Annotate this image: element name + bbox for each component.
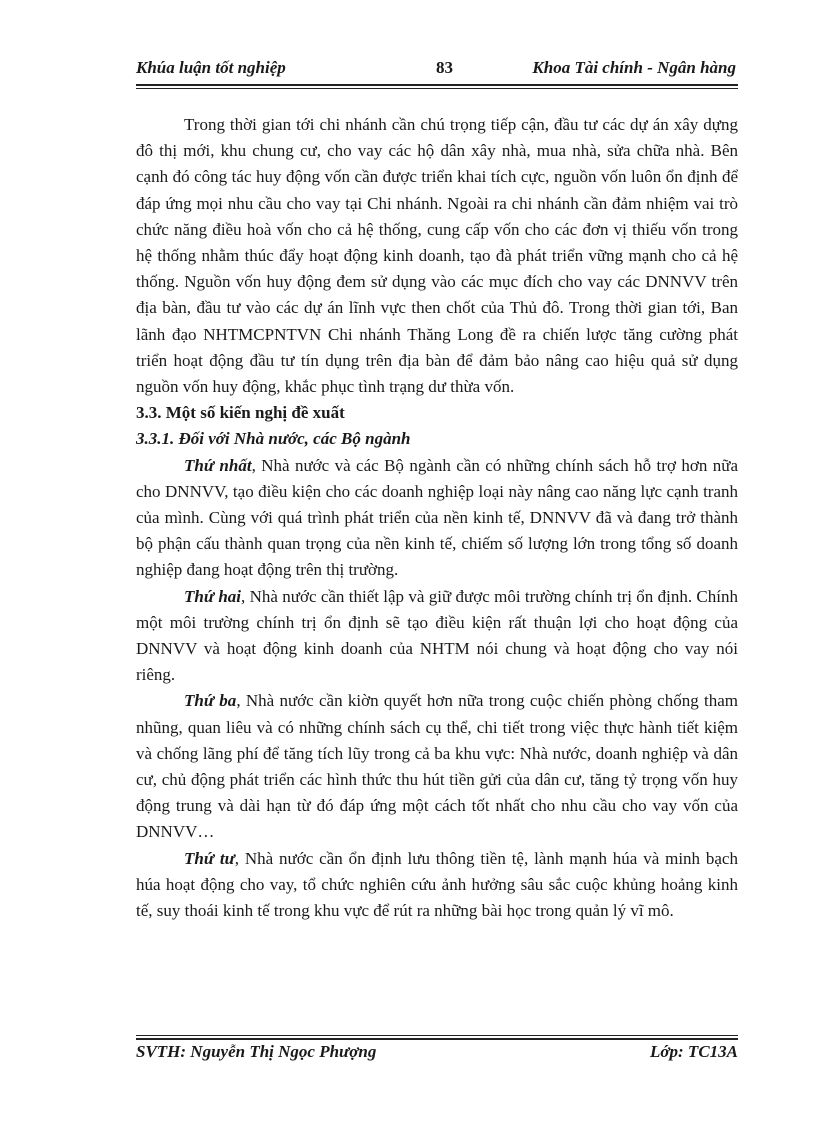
page-header [136,56,736,86]
header-rule-thin [136,88,738,89]
item-text: , Nhà nước cần kiờn quyết hơn nữa trong cuộc chiến phòng chống tham nhũng, quan liêu và có những chính sách cụ thể, chi tiết trong việc thực hành tiết kiệm và chống lãng phí để tăng tích lũy trong cả ba khu vực: Nhà nước, doanh nghiệp và dân cư, chủ động phát triển các hình thức thu hút tiền gửi của dân cư, tăng tỷ trọng vốn huy động trung và dài hạn từ đó đáp ứng một cách tốt nhất cho nhu cầu cho vay vốn của DNNVV… [136,691,738,842]
item-lead: Thứ nhất [184,455,252,475]
list-item [136,688,738,845]
header-thesis-title: Khúa luận tốt nghiệp [136,58,286,77]
subsection-heading: 3.3.1. Đối với Nhà nước, các Bộ ngành [136,429,411,449]
header-rule-thick [136,84,738,86]
item-text: , Nhà nước cần thiết lập và giữ được môi trường chính trị ổn định. Chính một môi trường chính trị ổn định sẽ tạo điều kiện rất thuận lợi cho hoạt động của DNNVV và hoạt động kinh doanh của NHTM nói chung và hoạt động cho vay nói riêng. [136,586,738,685]
list-item [136,846,738,925]
page-footer [136,1040,738,1070]
list-item [136,453,738,584]
header-department: Khoa Tài chính - Ngân hàng [532,58,736,77]
list-item [136,584,738,689]
item-lead: Thứ hai [184,586,242,606]
item-lead: Thứ tư [184,848,235,868]
section-heading: 3.3. Một số kiến nghị đề xuất [136,403,345,423]
item-lead: Thứ ba [184,691,237,711]
intro-paragraph: Trong thời gian tới chi nhánh cần chú trọng tiếp cận, đầu tư các dự án xây dựng đô thị mới, khu chung cư, cho vay các hộ dân xây nhà, mua nhà, sửa chữa nhà. Bên cạnh đó công tác huy động vốn cần được triển khai tích cực, nguồn vốn luôn ổn định để đáp ứng mọi nhu cầu cho vay tại Chi nhánh. Ngoài ra chi nhánh cần đảm nhiệm vai trò chức năng điều hoà vốn cho cả hệ thống, cung cấp vốn cho các đơn vị thiếu vốn trong hệ thống nhằm thúc đẩy hoạt động kinh doanh, tạo đà phát triển vững mạnh cho cả hệ thống. Nguồn vốn huy động đem sử dụng vào các mục đích cho vay các DNNVV trên địa bàn, đầu tư vào các dự án lĩnh vực then chốt của Thủ đô. Trong thời gian tới, Ban lãnh đạo NHTMCPNTVN Chi nhánh Thăng Long đề ra chiến lược tăng cường phát triển hoạt động đầu tư tín dụng trên địa bàn để đảm bảo nâng cao hiệu quả sử dụng nguồn vốn huy động, khắc phục tình trạng dư thừa vốn. [136,115,738,397]
page-content [136,112,738,924]
item-text: , Nhà nước cần ổn định lưu thông tiền tệ, lành mạnh húa và minh bạch húa hoạt động cho vay, tổ chức nghiên cứu ảnh hưởng sâu sắc cuộc khủng hoảng kinh tế, suy thoái kinh tế trong khu vực để rút ra những bài học trong quản lý vĩ mô. [136,848,738,921]
footer-student-name: SVTH: Nguyễn Thị Ngọc Phượng [136,1042,377,1061]
footer-rule-thin [136,1035,738,1036]
footer-class: Lớp: TC13A [650,1042,738,1061]
page-number: 83 [436,58,453,77]
item-text: , Nhà nước và các Bộ ngành cần có những chính sách hỗ trợ hơn nữa cho DNNVV, tạo điều kiện cho các doanh nghiệp loại này nâng cao năng lực cạnh tranh của mình. Cùng với quá trình phát triển của nền kinh tế, DNNVV đã và đang trở thành bộ phận cấu thành quan trọng của nền kinh tế, chiếm số lượng lớn trong tổng số doanh nghiệp đang hoạt động trên thị trường. [136,455,738,580]
